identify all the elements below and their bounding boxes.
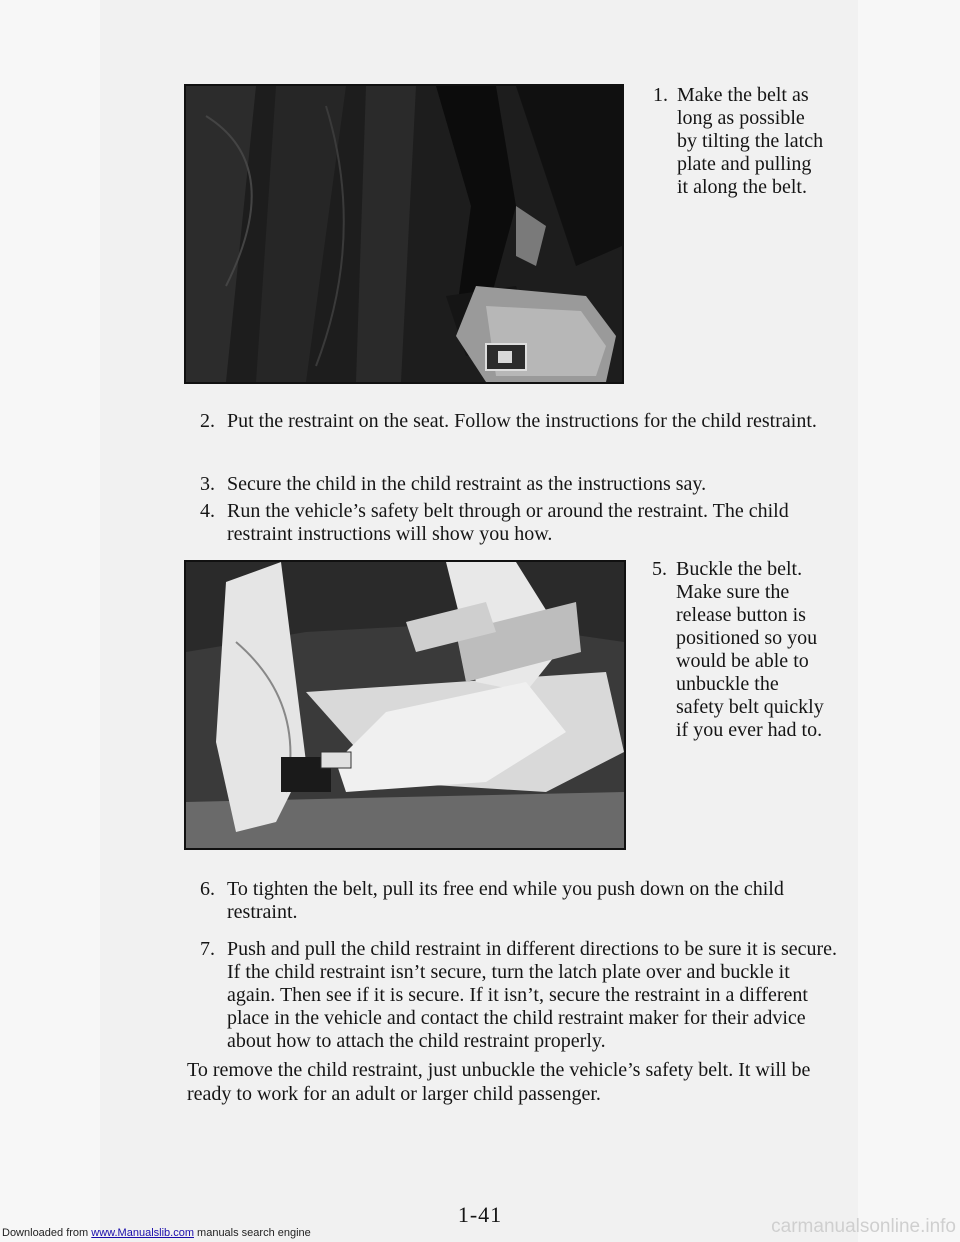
step-text: Buckle the belt. Make sure the release button is positioned so you would be able to unbuckle the safety belt quickly if you ever had to. xyxy=(676,558,824,741)
step-text: Put the restraint on the seat. Follow the instructions for the child restraint. xyxy=(227,410,817,432)
latch-plate-illustration xyxy=(184,84,624,384)
download-credit xyxy=(2,1224,311,1242)
step-number: 2. xyxy=(200,410,215,432)
step-text: Secure the child in the child restraint as the instructions say. xyxy=(227,473,707,495)
step-number: 3. xyxy=(200,473,215,495)
closing-paragraph: To remove the child restraint, just unbuckle the vehicle’s safety belt. It will be ready to work for an adult or larger child passenger. xyxy=(187,1059,811,1105)
step-number: 7. xyxy=(200,938,215,960)
page-number: 1-41 xyxy=(457,1202,503,1227)
step-number: 4. xyxy=(200,500,215,522)
step-number: 1. xyxy=(653,84,668,106)
step-7 xyxy=(200,938,840,1053)
step-5 xyxy=(652,558,832,742)
step-text: Push and pull the child restraint in different directions to be sure it is secure. If the child restraint isn’t secure, turn the latch plate over and buckle it again. Then see if it is secure. If it isn’t, secure the restraint in a different place in the vehicle and contact the child restraint maker for their advice about how to attach the child restraint properly. xyxy=(227,938,838,1052)
step-2 xyxy=(200,410,840,433)
step-text: To tighten the belt, pull its free end while you push down on the child restraint. xyxy=(227,878,784,923)
buckle-illustration xyxy=(184,560,626,850)
step-text: Make the belt as long as possible by tilting the latch plate and pulling it along the belt. xyxy=(677,84,824,198)
download-prefix: Downloaded from xyxy=(2,1227,92,1239)
step-3 xyxy=(200,473,840,496)
step-1 xyxy=(653,84,833,199)
step-text: Run the vehicle’s safety belt through or around the restraint. The child restraint instructions will show you how. xyxy=(227,500,789,545)
watermark: carmanualsonline.info xyxy=(771,1216,956,1237)
step-4 xyxy=(200,500,840,546)
step-number: 5. xyxy=(652,558,667,580)
download-suffix: manuals search engine xyxy=(193,1227,311,1239)
download-footer xyxy=(0,1216,960,1242)
manualslib-link[interactable]: www.Manualslib.com xyxy=(91,1227,194,1239)
step-number: 6. xyxy=(200,878,215,900)
step-6 xyxy=(200,878,840,924)
